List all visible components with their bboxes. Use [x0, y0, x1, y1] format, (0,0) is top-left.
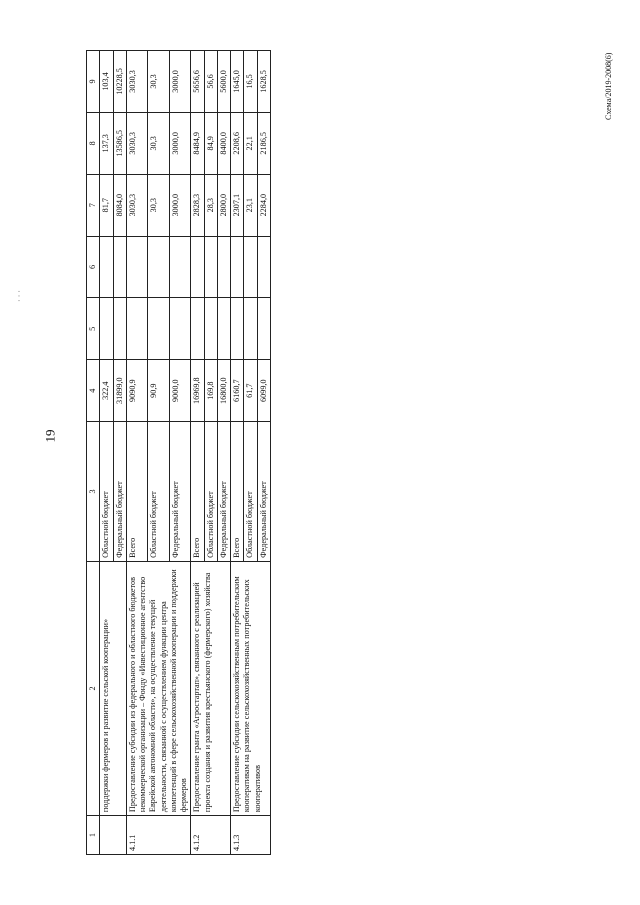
value-cell: 9090,9	[126, 360, 148, 422]
document-code: Схема/2019-2008(6)	[604, 52, 613, 120]
value-cell: 31899,0	[113, 360, 126, 422]
table-row	[126, 51, 148, 855]
value-cell	[126, 236, 148, 298]
value-cell	[113, 298, 126, 360]
margin-marks: · · ·	[14, 290, 23, 302]
value-cell: 16969,8	[191, 360, 204, 422]
value-cell: 30,3	[148, 174, 170, 236]
funding-source-cell: Всего	[231, 422, 244, 562]
value-cell	[169, 298, 191, 360]
value-cell	[191, 236, 204, 298]
value-cell: 56,6	[204, 51, 217, 113]
header-cell: 7	[87, 174, 100, 236]
value-cell	[100, 236, 113, 298]
value-cell: 5600,0	[217, 51, 230, 113]
funding-source-cell: Областной бюджет	[100, 422, 113, 562]
value-cell: 169,8	[204, 360, 217, 422]
funding-source-cell: Всего	[126, 422, 148, 562]
row-number-cell	[100, 816, 127, 855]
value-cell: 2284,0	[257, 174, 270, 236]
value-cell: 13586,5	[113, 112, 126, 174]
value-cell: 61,7	[244, 360, 257, 422]
page-number: 19	[42, 429, 58, 443]
funding-source-cell: Федеральный бюджет	[169, 422, 191, 562]
funding-source-cell: Федеральный бюджет	[217, 422, 230, 562]
value-cell: 3030,3	[126, 174, 148, 236]
value-cell: 28,3	[204, 174, 217, 236]
value-cell	[126, 298, 148, 360]
value-cell: 22,1	[244, 112, 257, 174]
value-cell	[148, 298, 170, 360]
header-cell: 9	[87, 51, 100, 113]
value-cell	[231, 298, 244, 360]
row-number-cell: 4.1.3	[231, 816, 271, 855]
value-cell: 8084,0	[113, 174, 126, 236]
value-cell: 84,9	[204, 112, 217, 174]
value-cell	[257, 298, 270, 360]
value-cell: 2307,1	[231, 174, 244, 236]
value-cell	[204, 298, 217, 360]
value-cell	[113, 236, 126, 298]
funding-source-cell: Областной бюджет	[204, 422, 217, 562]
header-cell: 4	[87, 360, 100, 422]
value-cell: 81,7	[100, 174, 113, 236]
measure-name-cell: Предоставление гранта «Агростартап», связанного с реализацией проекта создания и развития крестьянского (фермерского) хозяйства	[191, 561, 231, 815]
header-cell: 5	[87, 298, 100, 360]
measure-name-cell: Предоставление субсидии из федерального и областного бюджетов некоммерческой организации – Фонду «Инвестиционное агентство Еврейской автономной области», на осуществление текущей деятельности, связанной с осуществлением функции центра компетенций в сфере сельскохозяйственной кооперации и поддержки фермеров	[126, 561, 191, 815]
table-row	[231, 51, 244, 855]
row-number-cell: 4.1.2	[191, 816, 231, 855]
value-cell: 3030,3	[126, 51, 148, 113]
funding-source-cell: Федеральный бюджет	[113, 422, 126, 562]
value-cell: 2800,0	[217, 174, 230, 236]
value-cell: 5656,6	[191, 51, 204, 113]
value-cell: 3030,3	[126, 112, 148, 174]
funding-source-cell: Всего	[191, 422, 204, 562]
budget-table	[86, 50, 271, 855]
header-cell: 1	[87, 816, 100, 855]
funding-source-cell: Областной бюджет	[244, 422, 257, 562]
value-cell: 3000,0	[169, 51, 191, 113]
budget-table-wrapper	[86, 50, 606, 855]
value-cell: 6099,0	[257, 360, 270, 422]
value-cell	[191, 298, 204, 360]
value-cell: 23,1	[244, 174, 257, 236]
value-cell	[217, 236, 230, 298]
row-number-cell: 4.1.1	[126, 816, 191, 855]
value-cell	[100, 298, 113, 360]
header-cell: 2	[87, 561, 100, 815]
value-cell: 137,3	[100, 112, 113, 174]
value-cell: 2208,6	[231, 112, 244, 174]
value-cell: 2828,3	[191, 174, 204, 236]
value-cell: 30,3	[148, 112, 170, 174]
value-cell	[244, 298, 257, 360]
table-row	[191, 51, 204, 855]
value-cell: 10228,5	[113, 51, 126, 113]
table-header-row	[87, 51, 100, 855]
value-cell: 1628,5	[257, 51, 270, 113]
value-cell: 322,4	[100, 360, 113, 422]
value-cell	[231, 236, 244, 298]
value-cell: 2186,5	[257, 112, 270, 174]
value-cell: 6160,7	[231, 360, 244, 422]
value-cell: 90,9	[148, 360, 170, 422]
value-cell	[204, 236, 217, 298]
value-cell: 30,3	[148, 51, 170, 113]
value-cell	[169, 236, 191, 298]
header-cell: 3	[87, 422, 100, 562]
value-cell	[257, 236, 270, 298]
value-cell	[148, 236, 170, 298]
value-cell: 1645,0	[231, 51, 244, 113]
value-cell: 103,4	[100, 51, 113, 113]
value-cell: 9000,0	[169, 360, 191, 422]
value-cell: 16,5	[244, 51, 257, 113]
value-cell: 3000,0	[169, 112, 191, 174]
header-cell: 8	[87, 112, 100, 174]
funding-source-cell: Областной бюджет	[148, 422, 170, 562]
table-row	[100, 51, 113, 855]
value-cell: 8400,0	[217, 112, 230, 174]
value-cell: 3000,0	[169, 174, 191, 236]
measure-name-cell: Предоставление субсидии сельскохозяйственным потребительским кооперативам на развитие сельскохозяйственных потребительских кооперативов	[231, 561, 271, 815]
header-cell: 6	[87, 236, 100, 298]
value-cell: 16800,0	[217, 360, 230, 422]
value-cell	[244, 236, 257, 298]
value-cell	[217, 298, 230, 360]
measure-name-cell: поддержки фермеров и развитие сельской кооперации»	[100, 561, 127, 815]
funding-source-cell: Федеральный бюджет	[257, 422, 270, 562]
value-cell: 8484,9	[191, 112, 204, 174]
